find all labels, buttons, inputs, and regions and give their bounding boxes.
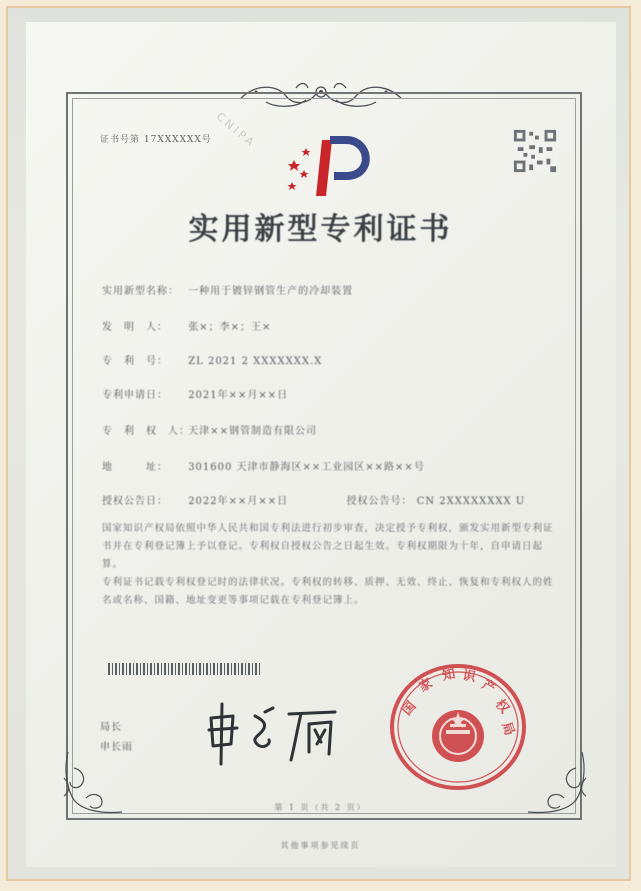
field-value: 301600 天津市静海区××工业园区××路××号	[188, 462, 425, 473]
field-patentee	[102, 422, 317, 437]
field-value: ZL 2021 2 XXXXXXX.X	[188, 356, 323, 367]
field-application-date	[102, 386, 288, 401]
official-seal-icon	[388, 662, 528, 792]
field-extra-label: 授权公告号：	[346, 496, 413, 507]
svg-text:权: 权	[491, 696, 512, 717]
field-inventor	[102, 318, 271, 333]
field-label: 专 利 号：	[102, 356, 168, 367]
field-utility-model-name	[102, 282, 353, 297]
certificate-title: 实用新型专利证书	[188, 212, 453, 247]
qr-code-icon	[511, 128, 559, 174]
field-label: 地 址：	[102, 462, 168, 473]
field-value: 天津××钢管制造有限公司	[188, 426, 317, 437]
field-value: 张×；李×；王×	[188, 322, 272, 333]
svg-text:国: 国	[399, 698, 420, 719]
field-extra-value: CN 2XXXXXXXX U	[416, 496, 526, 507]
svg-text:产: 产	[479, 677, 498, 697]
field-grant-date	[102, 492, 525, 507]
svg-text:识: 识	[461, 668, 477, 686]
field-value: 2021年××月××日	[188, 390, 289, 401]
field-value: 2022年××月××日	[188, 496, 289, 507]
field-label: 专利申请日：	[102, 390, 168, 401]
field-label: 专 利 权 人：	[102, 426, 190, 437]
certificate-number-value: 17XXXXXX号	[143, 135, 212, 145]
svg-text:局: 局	[498, 720, 517, 738]
field-label: 实用新型名称：	[102, 286, 179, 297]
certificate-number-label: 证书号第	[100, 135, 141, 145]
watermark: CNIPA	[213, 110, 259, 151]
certificate-number	[100, 132, 212, 145]
field-value: 一种用于镀锌钢管生产的冷却装置	[188, 286, 354, 297]
field-address	[102, 458, 425, 473]
bureau-name: 申长雨	[100, 742, 133, 753]
body-paragraph: 国家知识产权局依照中华人民共和国专利法进行初步审查，决定授予专利权，颁发实用新型专利证书并在专利登记簿上予以登记。专利权自授权公告之日起生效。专利权期限为十年，自申请日起算。	[102, 523, 554, 570]
cnipa-logo-icon	[286, 130, 378, 200]
field-label: 授权公告日：	[102, 496, 168, 507]
barcode-icon	[108, 663, 262, 675]
svg-text:家: 家	[416, 675, 436, 696]
footer-note: 其他事项参见续页	[280, 841, 361, 850]
svg-text:知: 知	[441, 666, 457, 684]
page-indicator: 第 1 页（共 2 页）	[274, 803, 367, 812]
field-label: 发 明 人：	[102, 322, 168, 333]
field-patent-number	[102, 352, 322, 367]
signature-icon	[205, 700, 345, 768]
body-paragraph: 专利证书记载专利权登记时的法律状况。专利权的转移、质押、无效、终止、恢复和专利权人的姓名或名称、国籍、地址变更等事项记载在专利登记簿上。	[102, 577, 554, 606]
bureau-title: 局长	[100, 722, 122, 733]
